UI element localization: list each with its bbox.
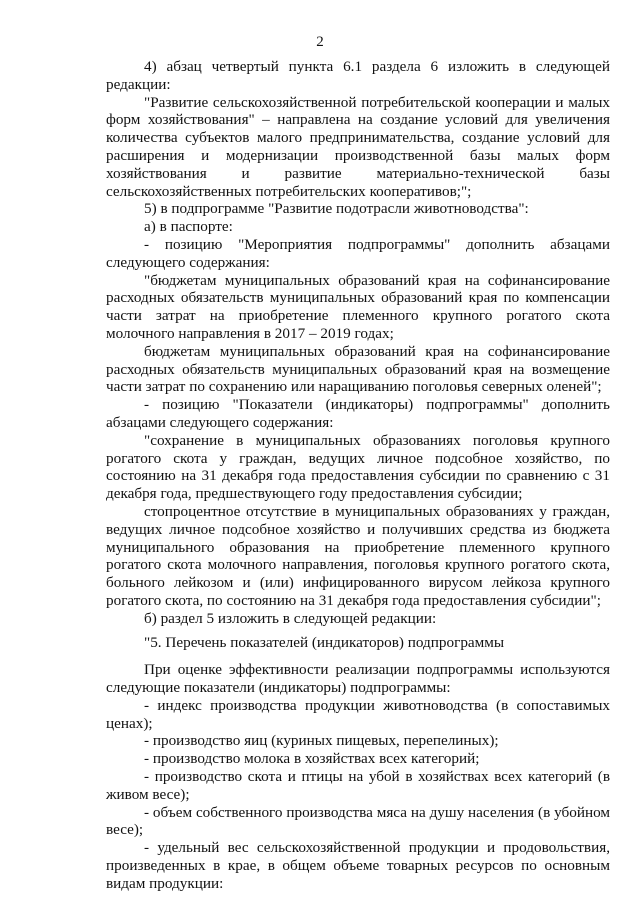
- paragraph-11: б) раздел 5 изложить в следующей редакции:: [144, 609, 437, 627]
- indicator-item-2: - производство яиц (куриных пищевых, перепелиных);: [144, 732, 499, 750]
- paragraph-10: стопроцентное отсутствие в муниципальных образованиях у граждан, ведущих личное подсобное хозяйство и получивших средства из бюджета муниципального образования на приобретение племенного крупного рогатого скота молочного направления, поголовья крупного рогатого скота, больного лейкозом и (или) инфицированного вирусом лейкоза крупного рогатого скота, по состоянию на 31 декабря года предоставления субсидии";: [106, 502, 610, 609]
- indicator-item-6: - удельный вес сельскохозяйственной продукции и продовольствия, произведенных в крае, в общем объеме товарных ресурсов по основным видам продукции:: [106, 839, 610, 892]
- paragraph-5: - позицию "Мероприятия подпрограммы" дополнить абзацами следующего содержания:: [106, 235, 610, 271]
- document-body: [106, 58, 610, 893]
- paragraph-3: 5) в подпрограмме "Развитие подотрасли животноводства":: [144, 200, 529, 218]
- indicator-item-4: - производство скота и птицы на убой в хозяйствах всех категорий (в живом весе);: [106, 768, 610, 803]
- indicator-item-1: - индекс производства продукции животноводства (в сопоставимых ценах);: [106, 696, 610, 732]
- paragraph-4: а) в паспорте:: [144, 218, 233, 236]
- indicator-item-5: - объем собственного производства мяса на душу населения (в убойном весе);: [106, 803, 610, 839]
- paragraph-13: При оценке эффективности реализации подпрограммы используются следующие показатели (индикаторы) подпрограммы:: [106, 661, 610, 697]
- paragraph-1: 4) абзац четвертый пункта 6.1 раздела 6 изложить в следующей редакции:: [106, 58, 610, 93]
- indicator-item-3: - производство молока в хозяйствах всех категорий;: [144, 750, 480, 768]
- page-number: 2: [316, 34, 324, 50]
- paragraph-8: - позицию "Показатели (индикаторы) подпрограммы" дополнить абзацами следующего содержания:: [106, 396, 610, 431]
- paragraph-9: "сохранение в муниципальных образованиях поголовья крупного рогатого скота у граждан, ведущих личное подсобное хозяйство, по состоянию на 31 декабря года предоставления субсидии по сравнению с 31 декабря года, предшествующего году предоставления субсидии;: [106, 431, 610, 503]
- paragraph-7: бюджетам муниципальных образований края на софинансирование расходных обязательств муниципальных образований края на возмещение части затрат по сохранению или наращиванию поголовья северных оленей";: [106, 342, 610, 396]
- section-heading: "5. Перечень показателей (индикаторов) подпрограммы: [144, 633, 505, 651]
- paragraph-2: "Развитие сельскохозяйственной потребительской кооперации и малых форм хозяйствования" – направлена на создание условий для увеличения количества субъектов малого предпринимательства, создание условий для расширения и модернизации производственной базы малых форм хозяйствования и развитие материально-технической базы сельскохозяйственных потребительских кооперативов;";: [106, 93, 610, 200]
- paragraph-6: "бюджетам муниципальных образований края на софинансирование расходных обязательств муниципальных образований края по компенсации части затрат на приобретение племенного крупного рогатого скота молочного направления в 2017 – 2019 годах;: [106, 271, 610, 342]
